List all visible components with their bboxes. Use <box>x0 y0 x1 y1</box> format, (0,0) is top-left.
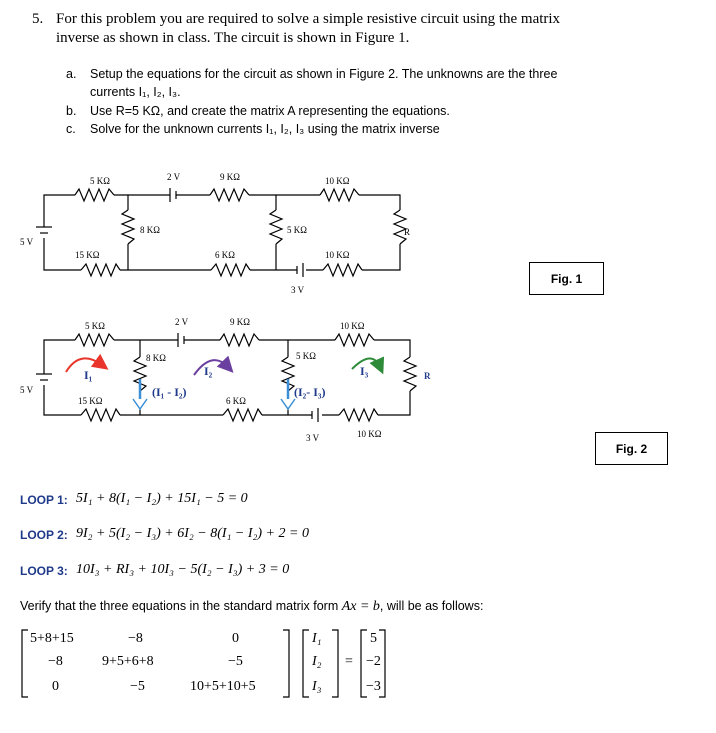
item-a-label: a. <box>66 67 77 81</box>
fig2-r-top1: 5 KΩ <box>85 321 105 331</box>
fig2-i23-label: (I₂- I₃) <box>294 385 326 399</box>
fig1-r-bot2: 6 KΩ <box>215 250 235 260</box>
fig2-r-top3: 10 KΩ <box>340 321 365 331</box>
matrix-a-r2c3: −5 <box>228 654 243 669</box>
branch-arrow-2-head <box>281 399 295 409</box>
item-a-line-1: Setup the equations for the circuit as shown in Figure 2. The unknowns are the three <box>90 67 558 81</box>
loop3-label: LOOP 3: <box>20 564 68 578</box>
loop1-label: LOOP 1: <box>20 493 68 507</box>
fig2-src-left: 5 V <box>20 385 34 395</box>
fig1-r-bot1: 15 KΩ <box>75 250 100 260</box>
verify-tail: , will be as follows: <box>379 599 484 613</box>
problem-line-1: For this problem you are required to solve a simple resistive circuit using the matrix <box>56 11 561 27</box>
fig1-r-bot3: 10 KΩ <box>325 250 350 260</box>
item-b-text: Use R=5 KΩ, and create the matrix A representing the equations. <box>90 104 450 118</box>
matrix-a-r1c2: −8 <box>128 631 143 646</box>
item-c-label: c. <box>66 122 76 136</box>
fig1-r-top1: 5 KΩ <box>90 176 110 186</box>
fig1-r-mid2: 5 KΩ <box>287 225 307 235</box>
fig2-r-mid1: 8 KΩ <box>146 353 166 363</box>
matrix-a-r3c1: 0 <box>52 679 59 694</box>
vector-b-2: −2 <box>366 654 381 669</box>
fig2-r-right: R <box>424 371 431 381</box>
matrix-a-r2c1: −8 <box>48 654 63 669</box>
matrix-a-r3c3: 10+5+10+5 <box>190 679 256 694</box>
fig2-r-bot1: 15 KΩ <box>78 396 103 406</box>
fig2-r-bot2: 6 KΩ <box>226 396 246 406</box>
fig2-r-bot3: 10 KΩ <box>357 429 382 439</box>
verify-line <box>20 599 483 615</box>
verify-formula: Ax = b <box>341 599 380 614</box>
fig1-r-top3: 10 KΩ <box>325 176 350 186</box>
item-c-text: Solve for the unknown currents I₁, I₂, I₃ using the matrix inverse <box>90 122 440 136</box>
fig2-i2-label: I₂ <box>204 364 213 378</box>
fig2-i12-label: (I₁ - I₂) <box>152 385 187 399</box>
fig2-caption: Fig. 2 <box>595 432 668 465</box>
loop1-equation: 5I₁ + 8(I₁ − I₂) + 15I₁ − 5 = 0 <box>76 491 248 506</box>
loop2-label: LOOP 2: <box>20 528 68 542</box>
vector-b-3: −3 <box>366 679 381 694</box>
fig2-i3-label: I₃ <box>360 364 369 378</box>
fig1-r-mid1: 8 KΩ <box>140 225 160 235</box>
matrix-a-r2c2: 9+5+6+8 <box>102 654 154 669</box>
fig2-v-bot: 3 V <box>306 433 320 443</box>
loop2-equation: 9I₂ + 5(I₂ − I₃) + 6I₂ − 8(I₁ − I₂) + 2 = 0 <box>76 526 309 541</box>
fig1-src-left: 5 V <box>20 237 34 247</box>
vector-x-1: I₁ <box>312 631 322 646</box>
problem-number: 5. <box>32 11 44 27</box>
fig1-r-top2: 9 KΩ <box>220 172 240 182</box>
vector-x-3: I₃ <box>312 679 322 694</box>
matrix-brackets <box>0 625 716 733</box>
branch-arrow-1-head <box>133 399 147 409</box>
fig1-v-bot: 3 V <box>291 285 305 295</box>
vector-b-1: 5 <box>370 631 377 646</box>
vector-x-2: I₂ <box>312 654 322 669</box>
verify-text: Verify that the three equations in the standard matrix form <box>20 599 342 613</box>
problem-line-2: inverse as shown in class. The circuit is shown in Figure 1. <box>56 30 410 46</box>
item-a-line-2: currents I₁, I₂, I₃. <box>90 85 181 99</box>
fig2-circuit <box>0 305 716 450</box>
fig1-r-right: R <box>404 227 411 237</box>
item-b-label: b. <box>66 104 77 118</box>
fig2-i1-label: I₁ <box>84 368 93 382</box>
matrix-a-r3c2: −5 <box>130 679 145 694</box>
fig1-caption: Fig. 1 <box>529 262 604 295</box>
fig1-circuit <box>0 160 716 300</box>
equals-sign: = <box>345 654 353 669</box>
fig1-v-top: 2 V <box>167 172 181 182</box>
fig2-v-top: 2 V <box>175 317 189 327</box>
matrix-a-r1c1: 5+8+15 <box>30 631 74 646</box>
fig2-r-top2: 9 KΩ <box>230 317 250 327</box>
matrix-a-r1c3: 0 <box>232 631 239 646</box>
loop3-equation: 10I₃ + RI₃ + 10I₃ − 5(I₂ − I₃) + 3 = 0 <box>76 562 290 577</box>
fig2-r-mid2: 5 KΩ <box>296 351 316 361</box>
